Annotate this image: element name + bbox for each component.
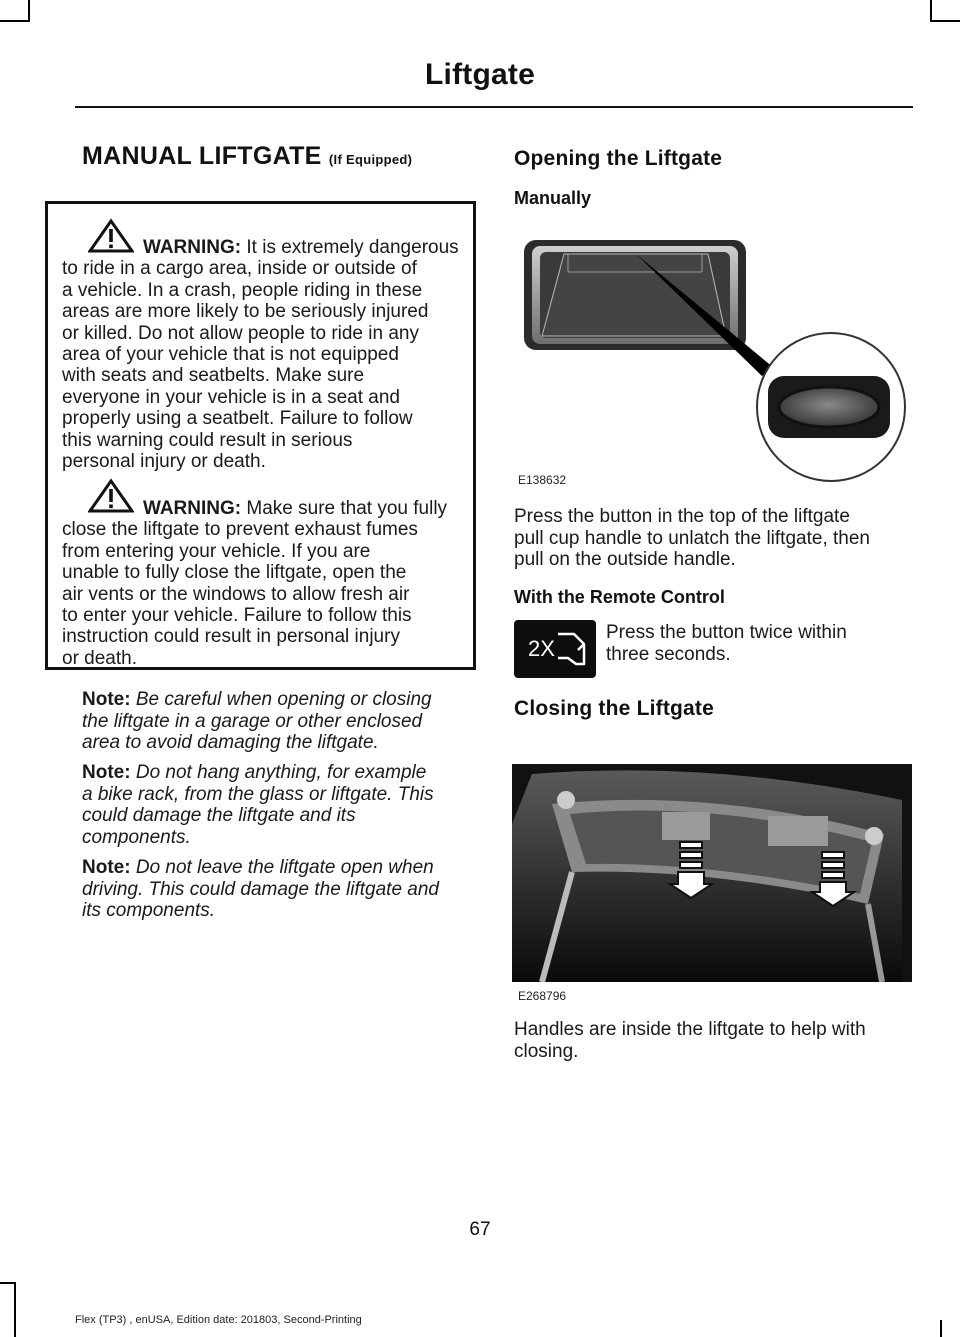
warning-line: close the liftgate to prevent exhaust fumes — [62, 519, 418, 541]
note-3 — [82, 857, 482, 922]
section-qualifier: (If Equipped) — [328, 152, 413, 167]
note-1 — [82, 689, 482, 754]
warning-box — [45, 201, 476, 670]
opening-title: Opening the Liftgate — [514, 147, 723, 170]
liftgate-handles-illustration — [512, 764, 912, 1006]
figure-code: E138632 — [518, 473, 567, 487]
warning-line: air vents or the windows to allow fresh air — [62, 583, 410, 605]
note-line: driving. This could damage the liftgate and — [82, 878, 439, 900]
instruction-line: Press the button twice within — [606, 622, 847, 643]
note-line: its components. — [82, 900, 216, 922]
warning-line: to ride in a cargo area, inside or outside of — [62, 258, 417, 280]
manual-instructions — [514, 506, 914, 571]
warning-label: WARNING: — [142, 498, 242, 519]
warning-line: everyone in your vehicle is in a seat and — [62, 386, 400, 408]
note-label: Note: — [82, 857, 131, 878]
crop-mark — [930, 0, 932, 22]
warning-line: or killed. Do not allow people to ride in any — [62, 322, 419, 344]
note-2 — [82, 762, 482, 848]
warning-line: personal injury or death. — [62, 451, 266, 473]
section-title — [82, 142, 482, 171]
page-number: 67 — [469, 1219, 491, 1240]
warning-2 — [48, 498, 479, 669]
warning-line: to enter your vehicle. Failure to follow this — [62, 605, 412, 627]
crop-mark — [28, 0, 30, 22]
liftgate-icon — [514, 620, 596, 678]
crop-mark — [0, 20, 30, 22]
remote-title: With the Remote Control — [514, 587, 725, 607]
remote-liftgate-icon — [514, 620, 596, 678]
section-title-text: MANUAL LIFTGATE — [82, 142, 322, 170]
header-divider — [75, 106, 913, 108]
page-title: Liftgate — [425, 58, 535, 91]
crop-mark — [930, 20, 960, 22]
warning-line: Make sure that you fully — [246, 498, 448, 519]
left-column — [82, 142, 482, 171]
remote-instructions — [606, 622, 906, 665]
note-line: Be careful when opening or closing — [135, 689, 432, 710]
instruction-line: closing. — [514, 1040, 579, 1062]
note-line: Do not leave the liftgate open when — [135, 857, 434, 878]
instruction-line: three seconds. — [606, 643, 731, 665]
warning-line: It is extremely dangerous — [246, 237, 459, 258]
warning-line: with seats and seatbelts. Make sure — [62, 365, 365, 387]
note-line: components. — [82, 826, 191, 848]
note-label: Note: — [82, 762, 131, 783]
warning-line: a vehicle. In a crash, people riding in these — [62, 279, 423, 301]
warning-line: instruction could result in personal injury — [62, 626, 400, 648]
crop-mark — [0, 1282, 16, 1284]
warning-line: unable to fully close the liftgate, open the — [62, 562, 407, 584]
note-line: area to avoid damaging the liftgate. — [82, 732, 379, 754]
figure-code: E268796 — [518, 989, 567, 1003]
note-line: Do not hang anything, for example — [135, 762, 427, 783]
edition-info: Flex (TP3) , enUSA, Edition date: 201803, Second-Printing — [75, 1314, 362, 1326]
warning-1 — [48, 237, 479, 472]
warning-line: this warning could result in serious — [62, 429, 353, 451]
note-line: could damage the liftgate and its — [82, 805, 356, 827]
instruction-line: Handles are inside the liftgate to help with — [514, 1019, 866, 1040]
note-line: a bike rack, from the glass or liftgate. This — [82, 783, 434, 805]
warning-line: or death. — [62, 647, 137, 669]
instruction-line: pull on the outside handle. — [514, 549, 736, 571]
liftgate-button-illustration — [512, 232, 912, 490]
note-label: Note: — [82, 689, 131, 710]
crop-mark — [940, 1320, 942, 1337]
warning-line: areas are more likely to be seriously injured — [62, 301, 429, 323]
note-line: the liftgate in a garage or other enclosed — [82, 710, 423, 732]
warning-line: properly using a seatbelt. Failure to follow — [62, 408, 413, 430]
instruction-line: pull cup handle to unlatch the liftgate, then — [514, 527, 870, 549]
instruction-line: Press the button in the top of the liftgate — [514, 506, 850, 527]
remote-icon-label: 2X — [528, 636, 555, 661]
warning-line: area of your vehicle that is not equipped — [62, 344, 399, 366]
crop-mark — [14, 1282, 16, 1337]
warning-label: WARNING: — [142, 237, 242, 258]
manually-title: Manually — [514, 188, 592, 208]
closing-instructions — [514, 1019, 914, 1062]
closing-title: Closing the Liftgate — [514, 697, 714, 720]
warning-line: from entering your vehicle. If you are — [62, 540, 371, 562]
